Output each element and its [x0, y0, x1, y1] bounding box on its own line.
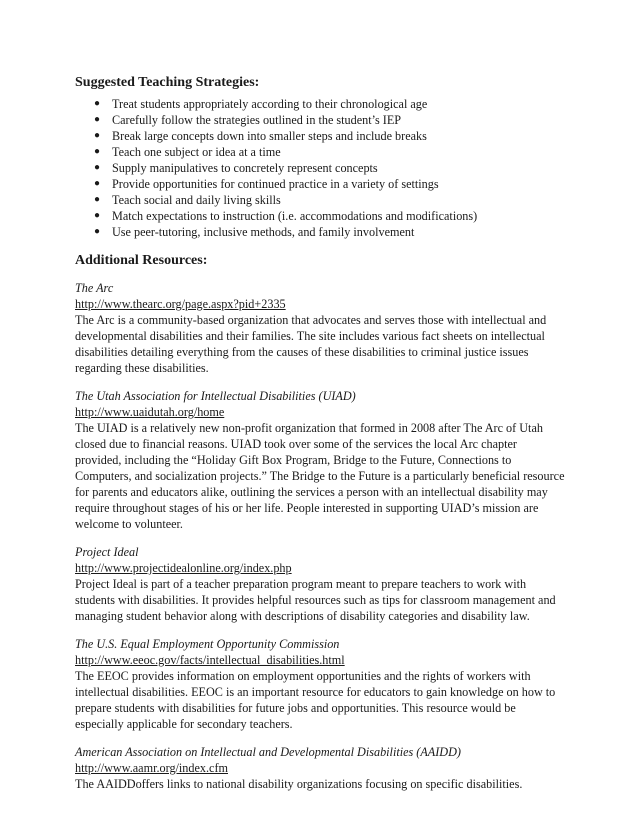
bullet-icon: ● [94, 194, 101, 205]
resource-the-arc [75, 280, 598, 376]
list-item: ● Teach social and daily living skills [94, 193, 281, 207]
resource-link[interactable]: http://www.thearc.org/page.aspx?pid+2335 [75, 297, 286, 311]
strategies-heading: Suggested Teaching Strategies: [75, 75, 260, 90]
resources-heading: Additional Resources: [75, 253, 208, 268]
bullet-icon: ● [94, 162, 101, 173]
resource-description: The Arc is a community-based organization that advocates and serves those with intellectual and developmental disabilities and their families. The site includes various fact sheets on intellectual disabilities detailing everything from the causes of these disabilities to criminal justice issues regarding these disabilities. [75, 313, 547, 375]
bullet-icon: ● [94, 178, 101, 189]
list-item: ● Supply manipulatives to concretely represent concepts [94, 161, 378, 175]
bullet-icon: ● [94, 130, 101, 141]
resource-eeoc [75, 636, 598, 732]
list-item: ● Use peer-tutoring, inclusive methods, and family involvement [94, 225, 415, 239]
bullet-icon: ● [94, 98, 101, 109]
resource-link[interactable]: http://www.projectidealonline.org/index.php [75, 561, 292, 575]
resource-description: The AAIDDoffers links to national disability organizations focusing on specific disabilities. [75, 777, 523, 791]
bullet-icon: ● [94, 146, 101, 157]
resource-description: Project Ideal is part of a teacher preparation program meant to prepare teachers to work with students with disabilities. It provides helpful resources such as tips for classroom management and managing student behavior along with descriptions of disability categories and disability law. [75, 577, 556, 623]
strategies-list [75, 96, 598, 240]
resource-aaidd [75, 744, 598, 792]
resource-name: The Arc [75, 281, 114, 295]
resource-link[interactable]: http://www.aamr.org/index.cfm [75, 761, 228, 775]
list-item: ● Carefully follow the strategies outlined in the student’s IEP [94, 113, 402, 127]
bullet-icon: ● [94, 226, 101, 237]
resource-name: The U.S. Equal Employment Opportunity Commission [75, 637, 340, 651]
resource-project-ideal [75, 544, 598, 624]
list-item: ● Break large concepts down into smaller steps and include breaks [94, 129, 427, 143]
resource-name: American Association on Intellectual and Developmental Disabilities (AAIDD) [75, 745, 461, 759]
resource-description: The UIAD is a relatively new non-profit organization that formed in 2008 after The Arc of Utah closed due to financial reasons. UIAD took over some of the services the local Arc chapter provided, including the “Holiday Gift Box Program, Bridge to the Future, Connections to Computers, and socialization projects.” The Bridge to the Future is a particularly beneficial resource for parents and educators alike, outlining the services a person with an intellectual disability may require throughout stages of his or her life. People interested in supporting UIAD’s mission are welcome to volunteer. [75, 421, 565, 531]
list-item: ● Treat students appropriately according to their chronological age [94, 97, 428, 111]
list-item: ● Teach one subject or idea at a time [94, 145, 281, 159]
resource-uiad [75, 388, 598, 532]
resource-link[interactable]: http://www.uaidutah.org/home [75, 405, 225, 419]
list-item: ● Match expectations to instruction (i.e. accommodations and modifications) [94, 209, 478, 223]
resource-name: The Utah Association for Intellectual Disabilities (UIAD) [75, 389, 356, 403]
resource-description: The EEOC provides information on employment opportunities and the rights of workers with intellectual disabilities. EEOC is an important resource for educators to gain knowledge on how to prepare students with disabilities for future jobs and opportunities. This resource would be especially applicable for secondary teachers. [75, 669, 556, 731]
list-item: ● Provide opportunities for continued practice in a variety of settings [94, 177, 439, 191]
bullet-icon: ● [94, 210, 101, 221]
resource-name: Project Ideal [75, 545, 139, 559]
resource-link[interactable]: http://www.eeoc.gov/facts/intellectual_disabilities.html [75, 653, 345, 667]
bullet-icon: ● [94, 114, 101, 125]
